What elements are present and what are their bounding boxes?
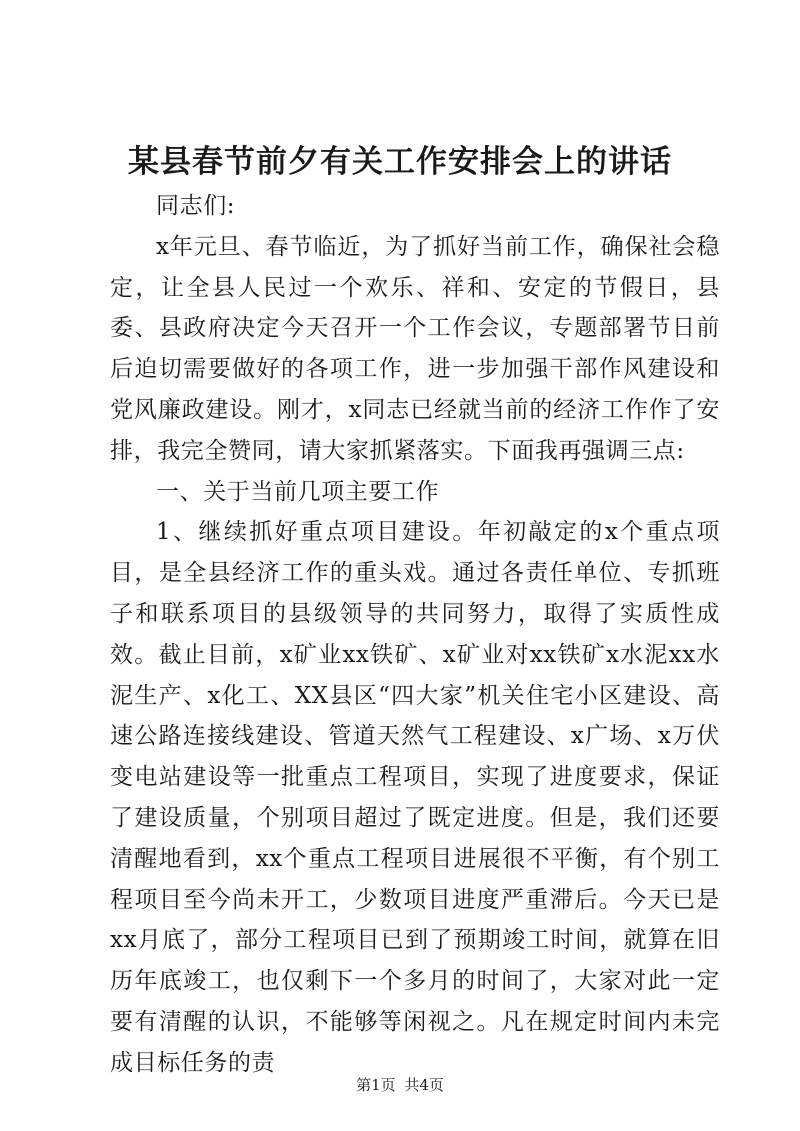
page-total: 共4页 xyxy=(404,1076,444,1094)
page-footer xyxy=(0,1075,800,1095)
paragraph-item-1: 1、继续抓好重点项目建设。年初敲定的x个重点项目，是全县经济工作的重头戏。通过各责任单位、专抓班子和联系项目的县级领导的共同努力，取得了实质性成效。截止目前，x矿业xx铁矿、x矿业对xx铁矿x水泥xx水泥生产、x化工、XX县区“四大家”机关住宅小区建设、高速公路连接线建设、管道天然气工程建设、x广场、x万伏变电站建设等一批重点工程项目，实现了进度要求，保证了建设质量，个别项目超过了既定进度。但是，我们还要清醒地看到，xx个重点工程项目进展很不平衡，有个别工程项目至今尚未开工，少数项目进度严重滞后。今天已是xx月底了，部分工程项目已到了预期竣工时间，就算在旧历年底竣工，也仅剩下一个多月的时间了，大家对此一定要有清醒的认识，不能够等闲视之。凡在规定时间内未完成目标任务的责 xyxy=(110,519,720,1076)
salutation: 同志们: xyxy=(156,193,236,219)
paragraph-intro: x年元旦、春节临近，为了抓好当前工作，确保社会稳定，让全县人民过一个欢乐、祥和、安定的节假日，县委、县政府决定今天召开一个工作会议，专题部署节日前后迫切需要做好的各项工作，进一步加强干部作风建设和党风廉政建设。刚才，x同志已经就当前的经济工作作了安排，我完全赞同，请大家抓紧落实。下面我再强调三点: xyxy=(110,233,720,464)
document-body xyxy=(110,186,720,1084)
page-number: 第1页 xyxy=(356,1076,396,1094)
document-title: 某县春节前夕有关工作安排会上的讲话 xyxy=(128,144,672,180)
section-heading-1: 一、关于当前几项主要工作 xyxy=(156,478,440,505)
